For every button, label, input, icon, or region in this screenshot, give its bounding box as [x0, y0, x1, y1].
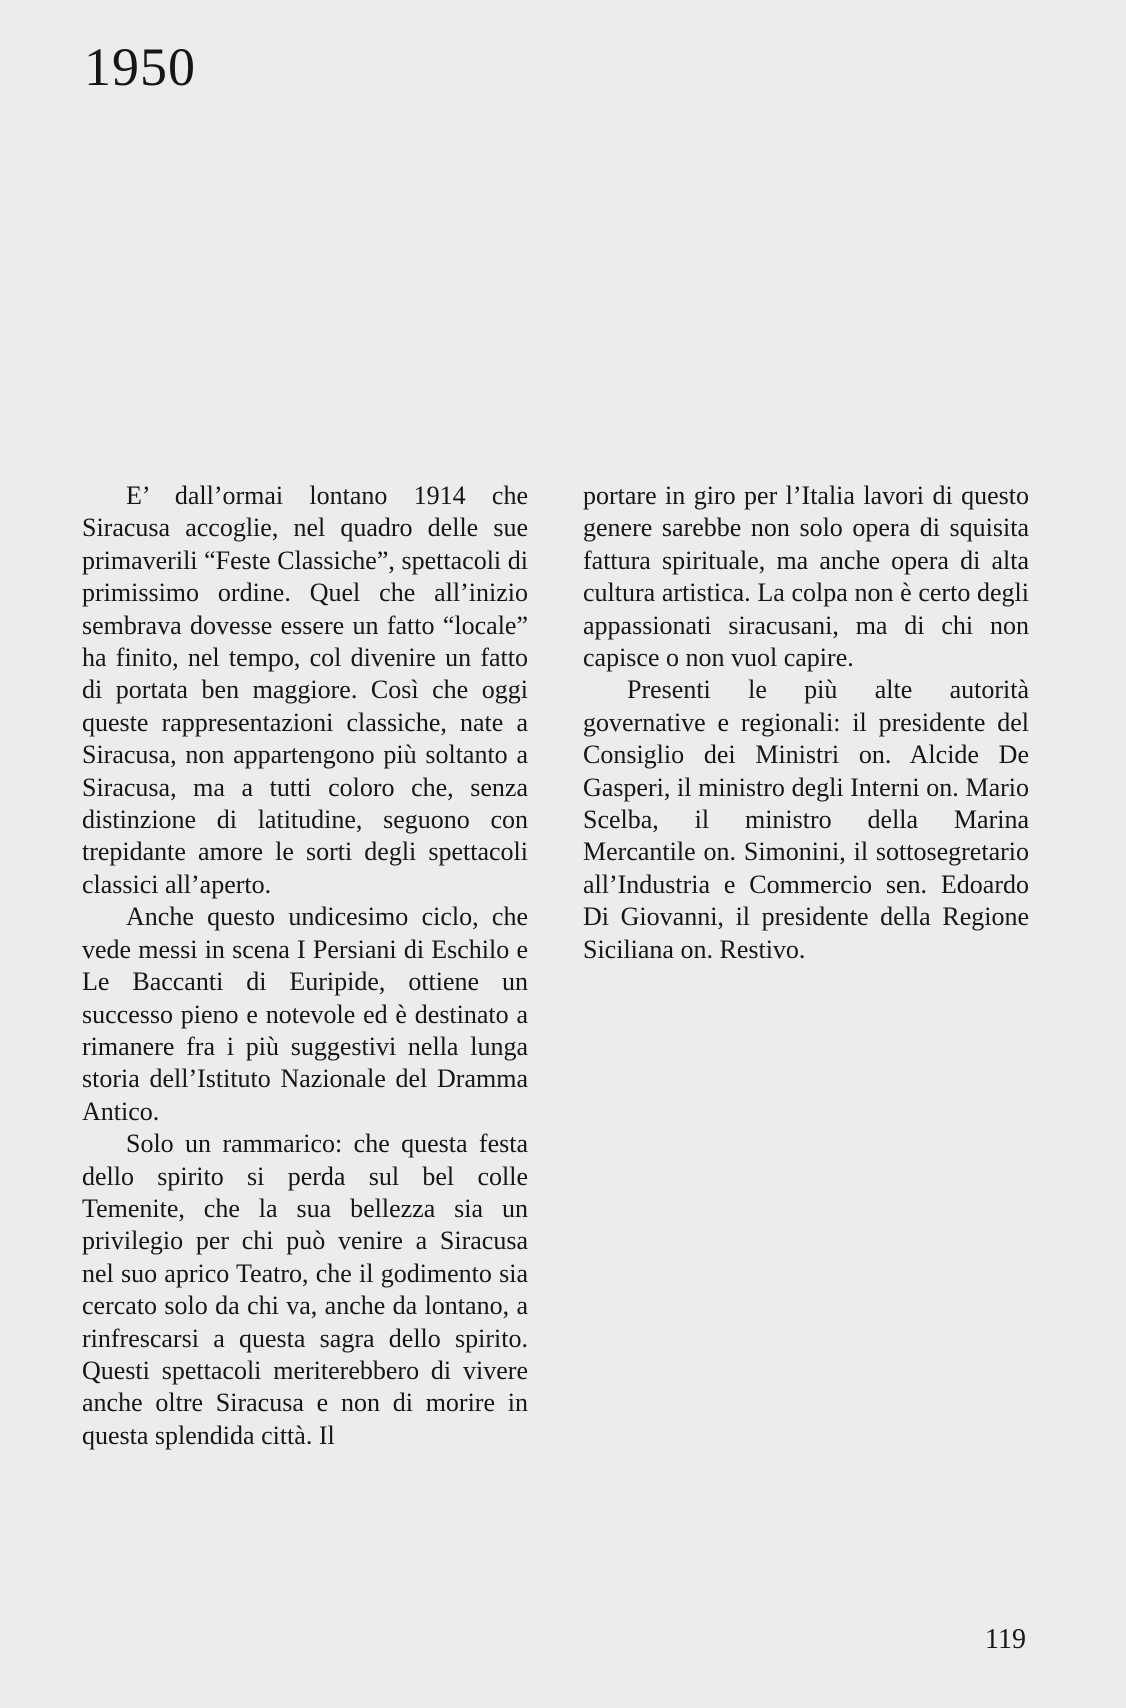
text-column-left: [82, 480, 528, 1452]
text-column-right: [583, 480, 1029, 966]
paragraph: Anche questo undicesimo ciclo, che vede messi in scena I Persiani di Eschilo e Le Baccanti di Euripide, ottiene un successo pieno e notevole ed è destinato a rimanere fra i più suggestivi nella lunga storia dell’Istituto Nazionale del Dramma Antico.: [82, 902, 528, 1126]
page-title: 1950: [84, 37, 196, 97]
paragraph: Presenti le più alte autorità governative e regionali: il presidente del Consiglio dei Ministri on. Alcide De Gasperi, il ministro degli Interni on. Mario Scelba, il ministro della Marina Mercantile on. Simonini, il sottosegretario all’Industria e Commercio sen. Edoardo Di Giovanni, il presidente della Regione Siciliana on. Restivo.: [583, 675, 1029, 964]
paragraph: Solo un rammarico: che questa festa dello spirito si perda sul bel colle Temenite, che la sua bellezza sia un privilegio per chi può venire a Siracusa nel suo aprico Teatro, che il godimento sia cercato solo da chi va, anche da lontano, a rinfrescarsi a questa sagra dello spirito. Questi spettacoli meriterebbero di vivere anche oltre Siracusa e non di morire in questa splendida città. Il: [82, 1129, 528, 1450]
page-number: 119: [985, 1624, 1026, 1655]
paragraph: portare in giro per l’Italia lavori di questo genere sarebbe non solo opera di squisita fattura spirituale, ma anche opera di alta cultura artistica. La colpa non è certo degli appassionati siracusani, ma di chi non capisce o non vuol capire.: [583, 481, 1029, 673]
paragraph: E’ dall’ormai lontano 1914 che Siracusa accoglie, nel quadro delle sue primaverili “Feste Classiche”, spettacoli di primissimo ordine. Quel che all’inizio sembrava dovesse essere un fatto “locale” ha finito, nel tempo, col divenire un fatto di portata ben maggiore. Così che oggi queste rappresentazioni classiche, nate a Siracusa, non appartengono più soltanto a Siracusa, ma a tutti coloro che, senza distinzione di latitudine, seguono con trepidante amore le sorti degli spettacoli classici all’aperto.: [82, 481, 528, 899]
